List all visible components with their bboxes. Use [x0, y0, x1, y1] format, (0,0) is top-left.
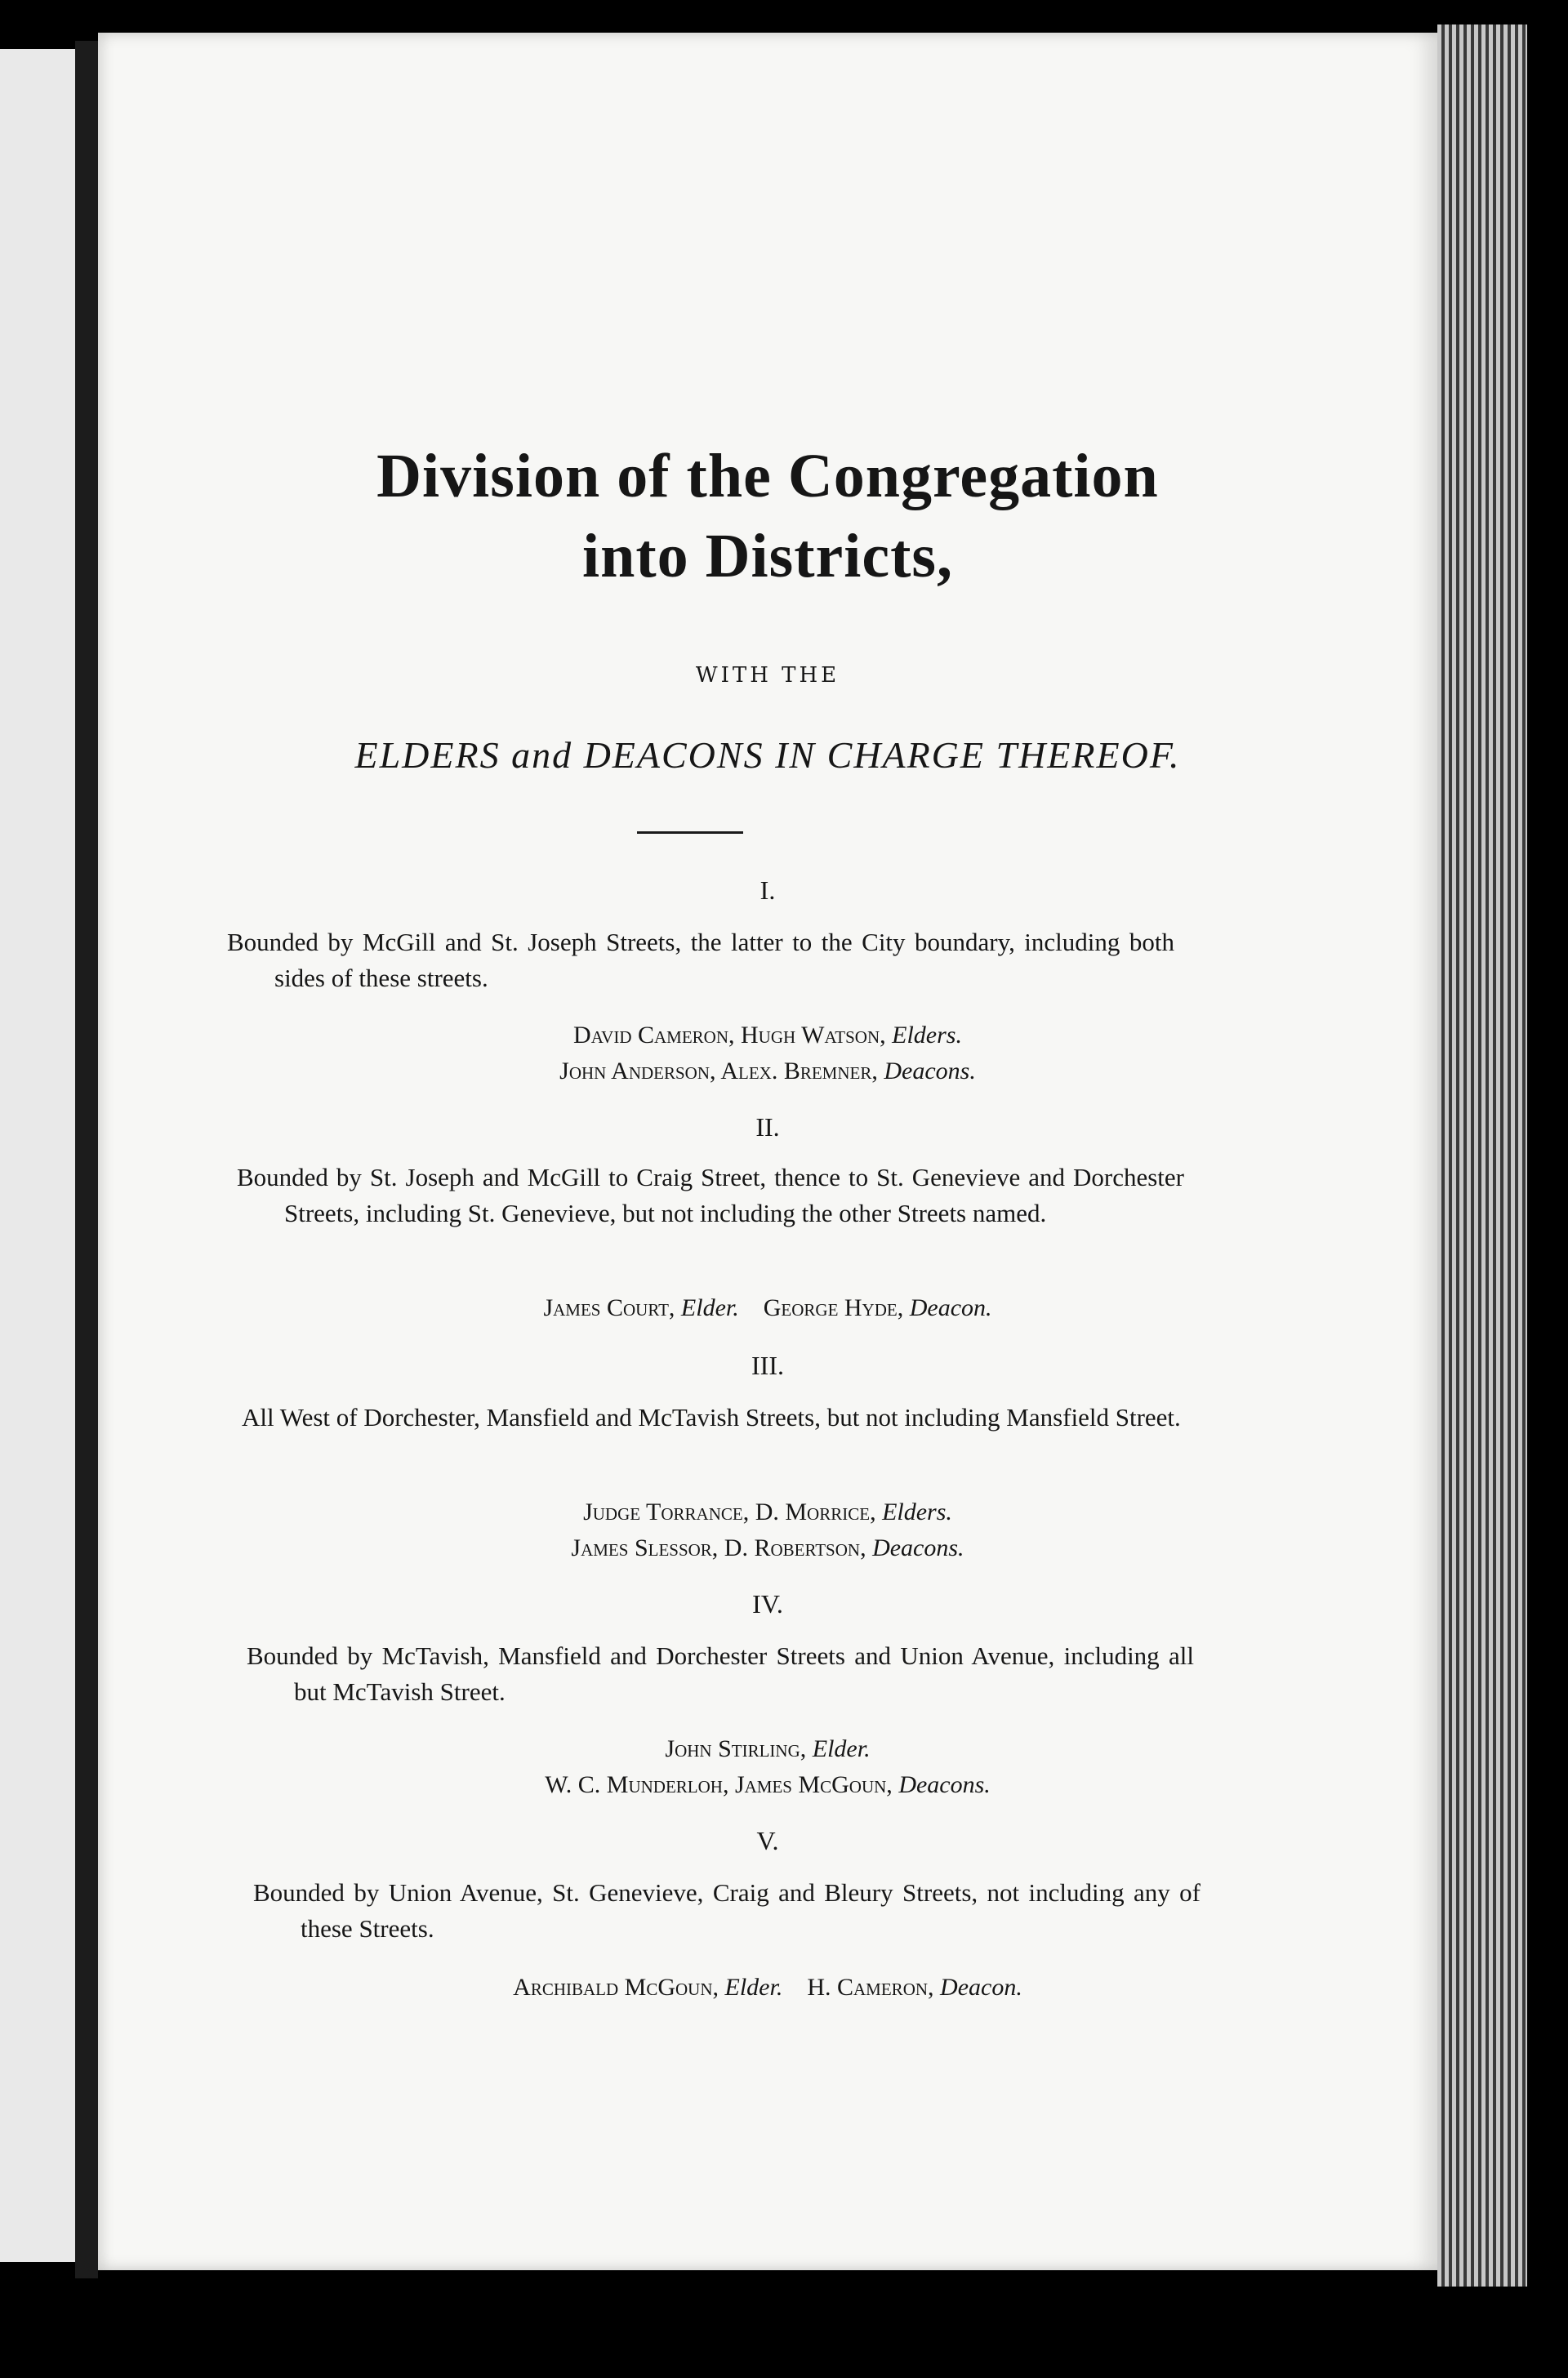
page-content — [98, 33, 1437, 2270]
page-subtitle: ELDERS and DEACONS IN CHARGE THEREOF. — [354, 734, 1181, 776]
district-3-numeral: III. — [751, 1351, 784, 1380]
district-2-boundary: Bounded by St. Joseph and McGill to Craig Street, thence to St. Genevieve and Dorchester Streets, including St. Genevieve, but not including the other Streets named. — [237, 1163, 1184, 1227]
facing-page-edge — [0, 49, 78, 2262]
district-5-numeral: V. — [756, 1826, 779, 1855]
district-2-officers — [98, 1290, 1437, 1326]
page-title-line-1: Division of the Congregation — [376, 442, 1159, 510]
book-gutter — [75, 41, 98, 2278]
district-5-deacon-role: Deacon. — [940, 1974, 1022, 2001]
district-1-boundary: Bounded by McGill and St. Joseph Streets, the latter to the City boundary, including both sides of these streets. — [227, 928, 1174, 992]
district-5-officers — [98, 1970, 1437, 2006]
district-3-elder-role: Elders. — [882, 1498, 952, 1525]
district-2-deacon-role: Deacon. — [909, 1294, 992, 1321]
page-block-edges — [1437, 24, 1527, 2287]
section-divider — [637, 831, 743, 834]
district-3-deacons — [98, 1530, 1437, 1566]
district-2-elder-names: James Court, — [543, 1294, 675, 1321]
district-5-deacon-names: H. Cameron, — [807, 1974, 934, 2001]
district-4-elder-names: John Stirling, — [665, 1735, 807, 1762]
district-1-numeral: I. — [760, 875, 776, 905]
district-2-deacon-names: George Hyde, — [763, 1294, 904, 1321]
district-1-deacon-names: John Anderson, Alex. Bremner, — [559, 1058, 878, 1084]
with-the-caption: WITH THE — [695, 663, 840, 688]
district-4-deacon-names: W. C. Munderloh, James McGoun, — [545, 1771, 893, 1798]
district-2-elder-role: Elder. — [680, 1294, 739, 1321]
district-5-elder-role: Elder. — [724, 1974, 783, 2001]
district-3-elders — [98, 1494, 1437, 1530]
district-1-deacon-role: Deacons. — [884, 1058, 976, 1084]
district-1-elder-names: David Cameron, Hugh Watson, — [573, 1022, 886, 1049]
district-3-deacon-names: James Slessor, D. Robertson, — [571, 1534, 866, 1561]
district-3-boundary: All West of Dorchester, Mansfield and McTavish Streets, but not including Mansfield Street. — [242, 1403, 1181, 1432]
district-5-boundary: Bounded by Union Avenue, St. Genevieve, Craig and Bleury Streets, not including any of these Streets. — [253, 1878, 1200, 1943]
district-2-numeral: II. — [755, 1112, 780, 1142]
district-1-deacons — [98, 1053, 1437, 1089]
district-1-elders — [98, 1018, 1437, 1053]
book-page — [98, 33, 1437, 2270]
district-4-deacons — [98, 1767, 1437, 1803]
district-3-deacon-role: Deacons. — [872, 1534, 964, 1561]
district-3-elder-names: Judge Torrance, D. Morrice, — [583, 1498, 876, 1525]
district-4-numeral: IV. — [752, 1589, 783, 1619]
district-5-elder-names: Archibald McGoun, — [513, 1974, 719, 2001]
district-4-elder-role: Elder. — [812, 1735, 871, 1762]
district-4-boundary: Bounded by McTavish, Mansfield and Dorchester Streets and Union Avenue, including all but McTavish Street. — [247, 1641, 1194, 1706]
district-4-deacon-role: Deacons. — [898, 1771, 991, 1798]
district-4-elders — [98, 1731, 1437, 1767]
district-1-elder-role: Elders. — [892, 1022, 962, 1049]
page-title-line-2: into Districts, — [581, 522, 954, 590]
